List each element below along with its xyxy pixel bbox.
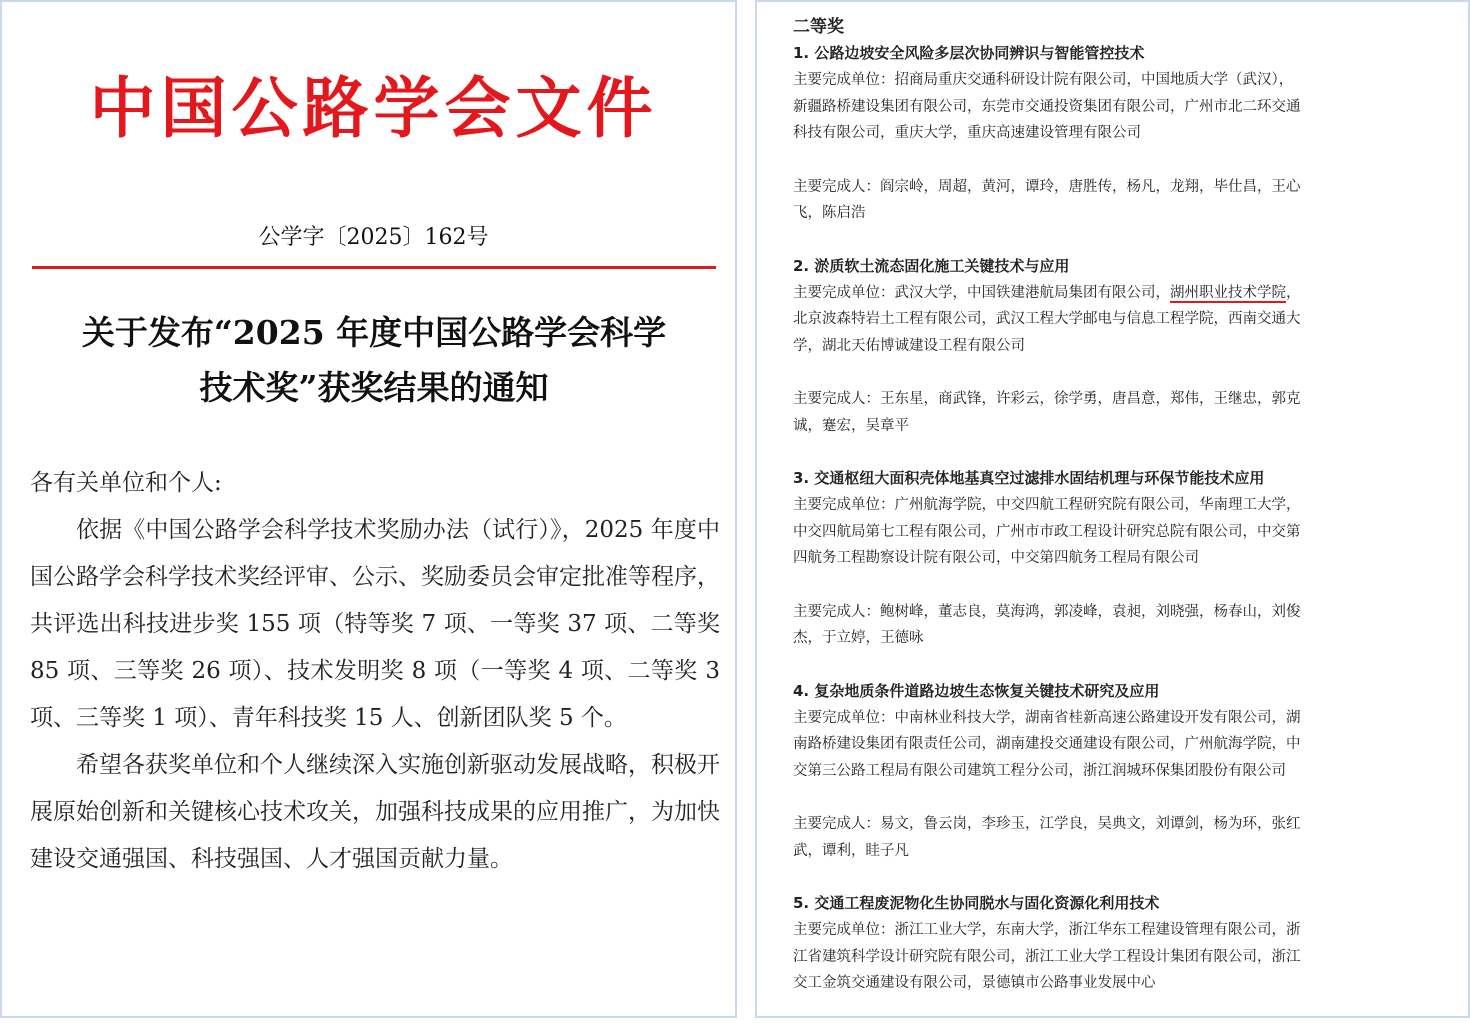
units-line: 交第三公路工程局有限公司建筑工程分公司，浙江润城环保集团股份有限公司: [793, 762, 1286, 779]
award-title: 2. 淤质软土流态固化施工关键技术与应用: [793, 256, 1070, 275]
page-gap: [737, 0, 755, 1018]
notice-title: [32, 305, 716, 415]
units-line: 新疆路桥建设集团有限公司，东莞市交通投资集团有限公司，广州市北二环交通: [793, 98, 1301, 115]
units-line: 中交四航局第七工程有限公司，广州市市政工程设计研究总院有限公司，中交第: [793, 523, 1301, 540]
units-line: 江省建筑科学设计研究院有限公司，浙江工业大学工程设计集团有限公司，浙江: [793, 948, 1301, 965]
award-item: [793, 253, 1433, 440]
units-line: 南路桥建设集团有限责任公司，湖南建投交通建设有限公司，广州航海学院，中: [793, 736, 1301, 752]
award-title: 3. 交通枢纽大面积壳体地基真空过滤排水固结机理与环保节能技术应用: [793, 469, 1265, 487]
document-header: 中国公路学会文件: [89, 69, 658, 147]
notice-title-line-1: 关于发布“2025 年度中国公路学会科学: [81, 313, 667, 352]
award-title: 5. 交通工程废泥物化生协同脱水与固化资源化利用技术: [793, 894, 1160, 912]
units-line: 交工金筑交通建设有限公司，景德镇市公路事业发展中心: [793, 975, 1156, 991]
body-paragraph-1: 依据《中国公路学会科学技术奖励办法（试行）》，2025 年度中国公路学会科学技术奖经评审、公示、奖励委员会审定批准等程序，共评选出科技进步奖 155 项（特等奖 7 项、一等奖 37 项、二等奖 85 项、三等奖 26 项）、技术发明奖 8 项（一等奖 4 项、二等奖 3 项、三等奖 1 项）、青年科技奖 15 人、创新团队奖 5 个。: [30, 517, 720, 731]
notice-title-line-2: 技术奖”获奖结果的通知: [199, 368, 549, 407]
award-item: [793, 678, 1433, 865]
people-line: 主要完成人：阎宗岭，周超，黄河，谭玲，唐胜传，杨凡，龙翔，毕仕昌，王心: [793, 178, 1301, 195]
notice-body: [30, 460, 720, 883]
units-line: 主要完成单位：浙江工业大学，东南大学，浙江华东工程建设管理有限公司，浙: [793, 922, 1301, 938]
award-title: 4. 复杂地质条件道路边坡生态恢复关键技术研究及应用: [793, 681, 1160, 700]
units-line: 科技有限公司，重庆大学，重庆高速建设管理有限公司: [793, 125, 1141, 141]
document-number: 公学字〔2025〕162号: [258, 225, 489, 250]
units-line: 主要完成单位：广州航海学院，中交四航工程研究院有限公司，华南理工大学，: [793, 497, 1301, 513]
award-list: [793, 14, 1433, 1023]
people-line: 主要完成人：鲍树峰，董志良，莫海鸿，郭凌峰，袁昶，刘晓强，杨春山，刘俊: [793, 603, 1301, 620]
highlighted-institution: 湖州职业技术学院: [1170, 284, 1286, 301]
red-rule-divider: [32, 266, 716, 269]
units-line: [793, 280, 1433, 307]
people-line: 杰，于立婷，王德咏: [793, 630, 924, 646]
award-item: [793, 40, 1433, 227]
award-title: 1. 公路边坡安全风险多层次协同辨识与智能管控技术: [793, 44, 1145, 62]
salutation: 各有关单位和个人:: [30, 470, 222, 496]
people-line: 武，谭利，眭子凡: [793, 842, 909, 859]
people-line: 诚，蹇宏，吴章平: [793, 417, 909, 434]
units-line: 四航务工程勘察设计院有限公司，中交第四航务工程局有限公司: [793, 550, 1199, 566]
award-item: [793, 890, 1433, 997]
people-line: 飞，陈启浩: [793, 205, 866, 221]
units-line: 学，湖北天佑博诚建设工程有限公司: [793, 337, 1025, 354]
units-line: 主要完成单位：中南林业科技大学，湖南省桂新高速公路建设开发有限公司，湖: [793, 709, 1301, 726]
units-text: 主要完成单位：武汉大学，中国铁建港航局集团有限公司，: [793, 284, 1170, 301]
body-paragraph-2: 希望各获奖单位和个人继续深入实施创新驱动发展战略，积极开展原始创新和关键核心技术攻关，加强科技成果的应用推广，为加快建设交通强国、科技强国、人才强国贡献力量。: [30, 752, 720, 872]
people-line: 主要完成人：易文，鲁云岗，李珍玉，江学良，吴典文，刘谭剑，杨为环，张红: [793, 816, 1301, 832]
units-line: 北京波森特岩土工程有限公司，武汉工程大学邮电与信息工程学院，西南交通大: [793, 311, 1301, 327]
people-line: 主要完成人：王东星，商武锋，许彩云，徐学勇，唐昌意，郑伟，王继忠，郭克: [793, 391, 1301, 407]
units-text: ，: [1286, 284, 1301, 301]
award-grade-heading: 二等奖: [793, 17, 844, 37]
award-item: [793, 465, 1433, 652]
units-line: 主要完成单位：招商局重庆交通科研设计院有限公司，中国地质大学（武汉），: [793, 72, 1294, 88]
